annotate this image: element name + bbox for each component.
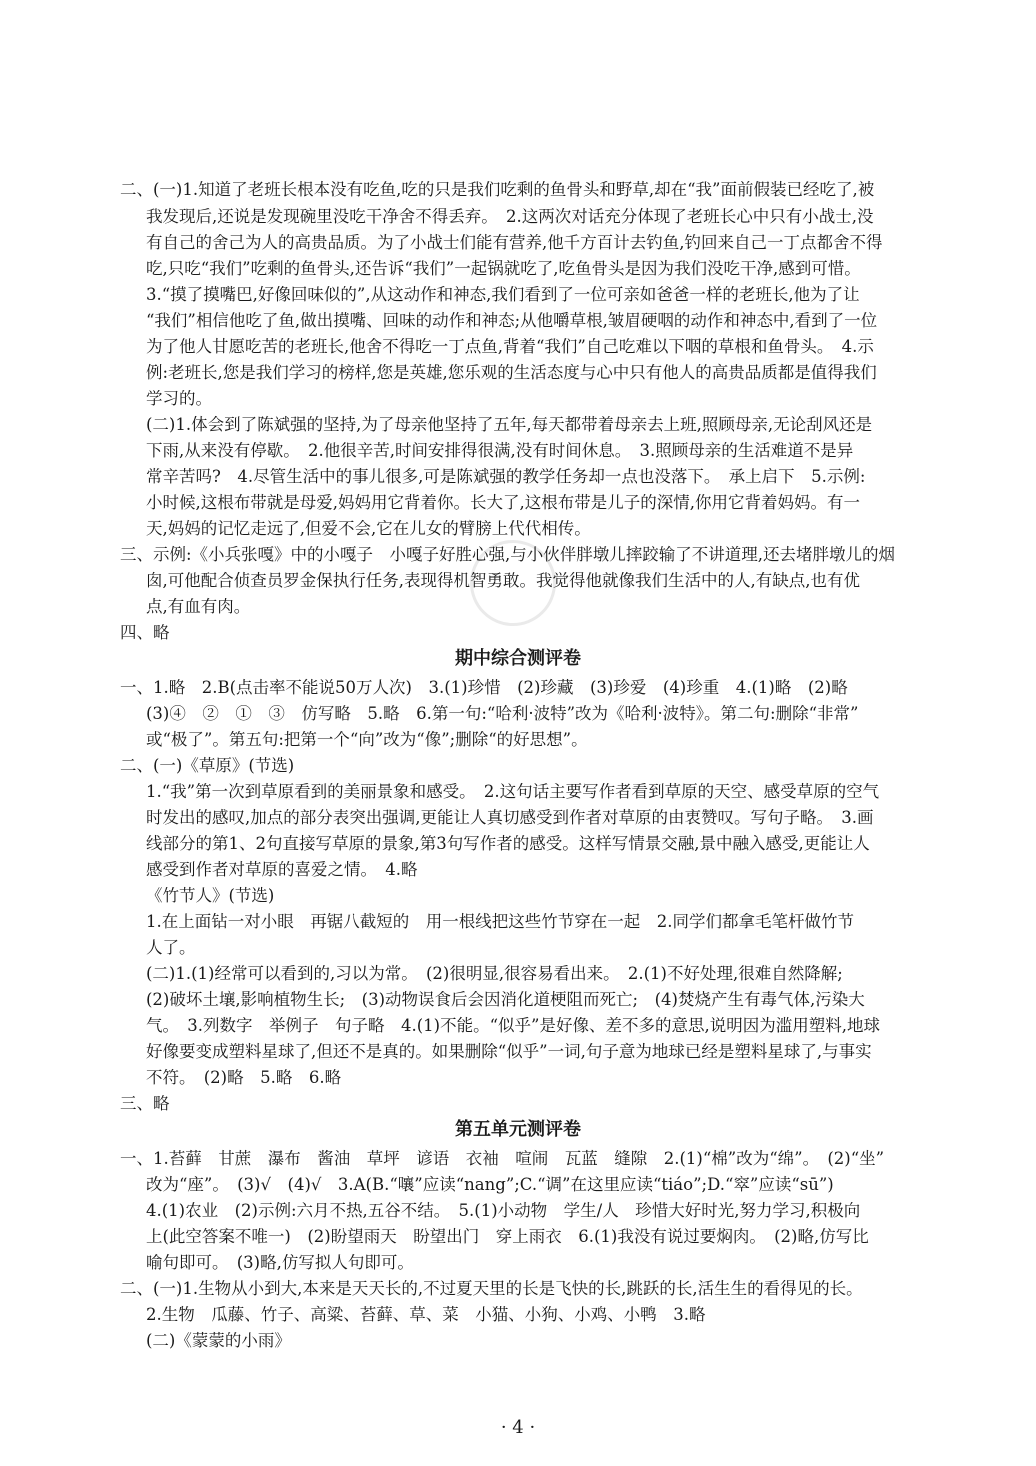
text-line: 改为“座”。 (3)√ (4)√ 3.A(B.“嚷”应读“nang”;C.“调”在这里应读“tiáo”;D.“窣”应读“sū”) [146,1175,834,1194]
text-line: 小时候,这根布带就是母爱,妈妈用它背着你。长大了,这根布带是儿子的深情,你用它背着妈妈。有一 [146,493,860,512]
page-number-value: 4 [512,1417,524,1438]
text-line: (2)破坏土壤,影响植物生长; (3)动物误食后会因消化道梗阻而死亡; (4)焚烧产生有毒气体,污染大 [146,990,865,1009]
text-line: 人了。 [146,938,196,957]
text-line: 线部分的第1、2句直接写草原的景象,第3句写作者的感受。这样写情景交融,景中融入感受,更能让人 [146,834,870,853]
text-line: 常辛苦吗? 4.尽管生活中的事儿很多,可是陈斌强的教学任务却一点也没落下。 承上启下 5.示例: [146,467,866,486]
text-line: 吃,只吃“我们”吃剩的鱼骨头,还告诉“我们”一起锅就吃了,吃鱼骨头是因为我们没吃干净,感到可惜。 [146,259,861,278]
text-line: 学习的。 [146,389,212,408]
text-line: (二)1.(1)经常可以看到的,习以为常。 (2)很明显,很容易看出来。 2.(1)不好处理,很难自然降解; [146,964,843,983]
text-line: 气。 3.列数字 举例子 句子略 4.(1)不能。“似乎”是好像、差不多的意思,说明因为滥用塑料,地球 [146,1016,880,1035]
text-line: 喻句即可。 (3)略,仿写拟人句即可。 [146,1253,414,1272]
text-line: 二、(一)《草原》(节选) [120,756,295,775]
text-line: “我们”相信他吃了鱼,做出摸嘴、回味的动作和神态;从他嚼草根,皱眉硬咽的动作和神态中,看到了一位 [146,311,878,330]
page-number: · 4 · [500,1417,536,1438]
text-line: 不符。 (2)略 5.略 6.略 [146,1068,342,1087]
text-line: 三、略 [120,1094,170,1113]
text-line: 例:老班长,您是我们学习的榜样,您是英雄,您乐观的生活态度与心中只有他人的高贵品质都是值得我们 [146,363,877,382]
text-line: 3.“摸了摸嘴巴,好像回味似的”,从这动作和神态,我们看到了一位可亲如爸爸一样的老班长,他为了让 [146,285,860,304]
text-line: (二)1.体会到了陈斌强的坚持,为了母亲他坚持了五年,每天都带着母亲去上班,照顾母亲,无论刮风还是 [146,415,873,434]
text-line: 上(此空答案不唯一) (2)盼望雨天 盼望出门 穿上雨衣 6.(1)我没有说过要焖肉。 (2)略,仿写比 [146,1227,869,1246]
text-line: 《竹节人》(节选) [146,886,275,905]
text-line: 4.(1)农业 (2)示例:六月不热,五谷不结。 5.(1)小动物 学生/人 珍惜大好时光,努力学习,积极向 [146,1201,861,1220]
text-line: 有自己的舍己为人的高贵品质。为了小战士们能有营养,他千方百计去钓鱼,钓回来自己一丁点都舍不得 [146,233,883,252]
text-line: 为了他人甘愿吃苦的老班长,他舍不得吃一丁点鱼,背着“我们”自己吃难以下咽的草根和鱼骨头。 4.示 [146,337,874,356]
text-line: 一、1.略 2.B(点击率不能说50万人次) 3.(1)珍惜 (2)珍藏 (3)珍爱 (4)珍重 4.(1)略 (2)略 [120,678,848,697]
text-line: 三、示例:《小兵张嘎》中的小嘎子 小嘎子好胜心强,与小伙伴胖墩儿摔跤输了不讲道理,还去堵胖墩儿的烟 [120,545,896,564]
text-line: 2.生物 瓜藤、竹子、高粱、苔藓、草、菜 小猫、小狗、小鸡、小鸭 3.略 [146,1305,706,1324]
text-line: 1.在上面钻一对小眼 再锯八截短的 用一根线把这些竹节穿在一起 2.同学们都拿毛笔杆做竹节 [146,912,854,931]
text-line: 二、(一)1.知道了老班长根本没有吃鱼,吃的只是我们吃剩的鱼骨头和野草,却在“我”面前假装已经吃了,被 [120,180,875,199]
text-line: 我发现后,还说是发现碗里没吃干净舍不得丢弃。 2.这两次对话充分体现了老班长心中只有小战士,没 [146,207,874,226]
section-title: 第五单元测评卷 [455,1119,581,1140]
text-line: 下雨,从来没有停歇。 2.他很辛苦,时间安排得很满,没有时间休息。 3.照顾母亲的生活难道不是异 [146,441,854,460]
watermark-graphic [340,1045,660,1115]
text-line: 点,有血有肉。 [146,597,251,616]
text-line: 囱,可他配合侦查员罗金保执行任务,表现得机智勇敢。我觉得他就像我们生活中的人,有缺点,也有优 [146,571,860,590]
text-line: 感受到作者对草原的喜爱之情。 4.略 [146,860,418,879]
text-line: 二、(一)1.生物从小到大,本来是天天长的,不过夏天里的长是飞快的长,跳跃的长,活生生的看得见的长。 [120,1279,863,1298]
text-line: (二)《蒙蒙的小雨》 [146,1331,291,1350]
text-line: (3)④ ② ① ③ 仿写略 5.略 6.第一句:“哈利·波特”改为《哈利·波特》。第二句:删除“非常” [146,704,859,723]
text-line: 或“极了”。第五句:把第一个“向”改为“像”;删除“的好思想”。 [146,730,588,749]
text-line: 四、略 [120,623,170,642]
text-line: 天,妈妈的记忆走远了,但爱不会,它在儿女的臂膀上代代相传。 [146,519,591,538]
text-line: 一、1.苔藓 甘蔗 瀑布 酱油 草坪 谚语 衣袖 喧闹 瓦蓝 缝隙 2.(1)“棉”改为“绵”。 (2)“坐” [120,1149,885,1168]
text-line: 1.“我”第一次到草原看到的美丽景象和感受。 2.这句话主要写作者看到草原的天空、感受草原的空气 [146,782,880,801]
section-title: 期中综合测评卷 [455,648,581,669]
text-line: 好像要变成塑料星球了,但还不是真的。如果删除“似乎”一词,句子意为地球已经是塑料星球了,与事实 [146,1042,872,1061]
text-line: 时发出的感叹,加点的部分表突出强调,更能让人真切感受到作者对草原的由衷赞叹。写句子略。 3.画 [146,808,874,827]
